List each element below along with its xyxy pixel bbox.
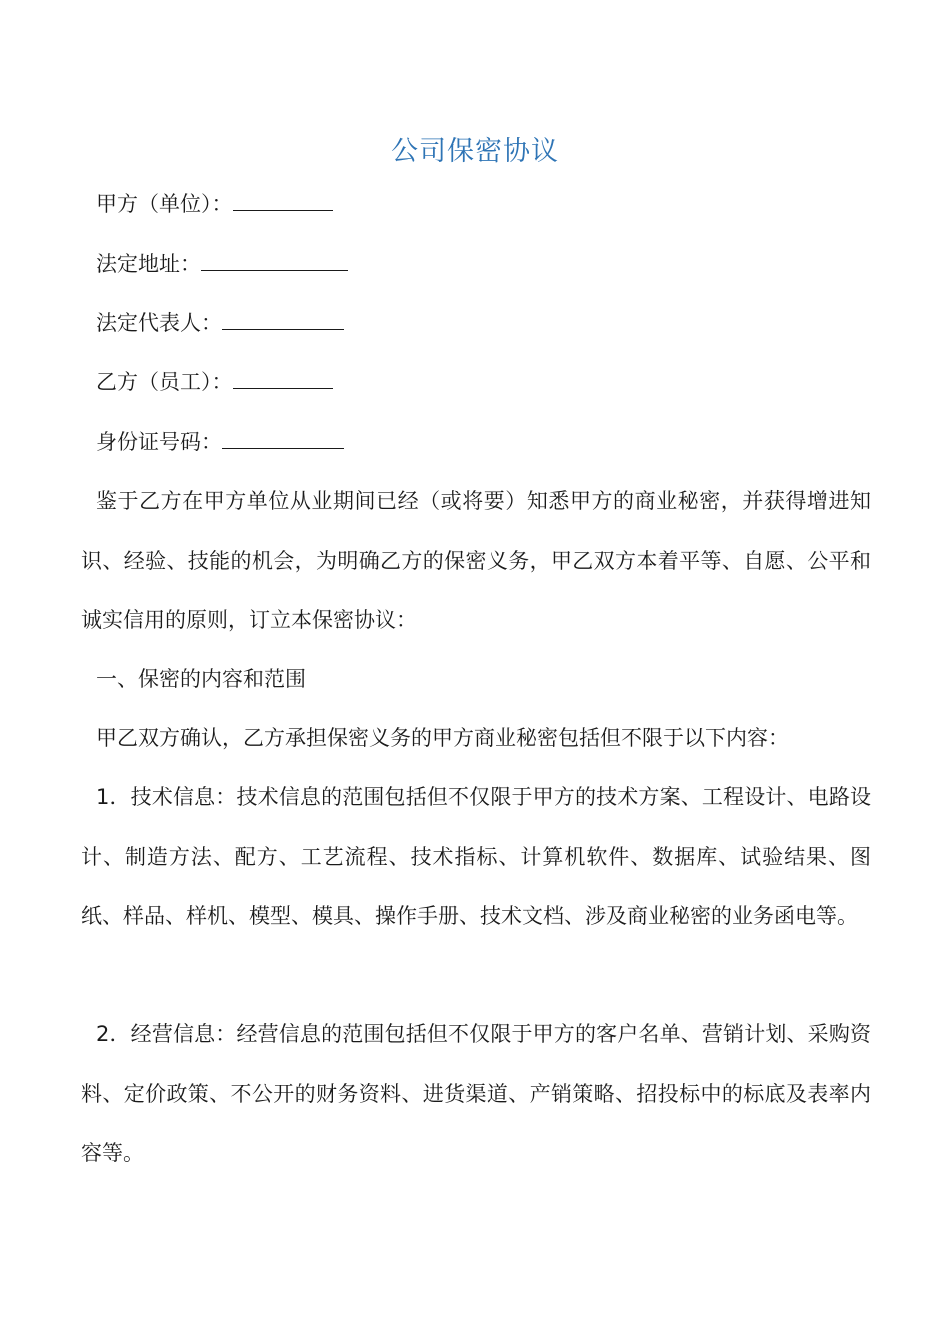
item-technical-info: 1．技术信息：技术信息的范围包括但不仅限于甲方的技术方案、工程设计、电路设计、制造方法、配方、工艺流程、技术指标、计算机软件、数据库、试验结果、图纸、样品、样机、模型、模具、操作手册、技术文档、涉及商业秘密的业务函电等。 bbox=[81, 785, 871, 928]
field-label: 甲方（单位）： bbox=[96, 192, 233, 216]
field-legal-address bbox=[96, 248, 348, 279]
field-label: 乙方（员工）： bbox=[96, 370, 233, 394]
blank-line bbox=[222, 307, 344, 330]
field-party-a bbox=[96, 188, 333, 219]
blank-line bbox=[233, 366, 333, 389]
field-label: 法定代表人： bbox=[96, 311, 222, 335]
blank-line bbox=[201, 248, 348, 271]
blank-line bbox=[233, 188, 333, 211]
field-label: 身份证号码： bbox=[96, 430, 222, 454]
section-1-heading: 一、保密的内容和范围 bbox=[96, 667, 306, 691]
field-id-number bbox=[96, 426, 344, 457]
section-1-intro: 甲乙双方确认，乙方承担保密义务的甲方商业秘密包括但不限于以下内容： bbox=[96, 726, 789, 750]
document-title: 公司保密协议 bbox=[391, 136, 559, 167]
field-legal-representative bbox=[96, 307, 344, 338]
field-party-b bbox=[96, 366, 333, 397]
field-label: 法定地址： bbox=[96, 252, 201, 276]
item-business-info: 2．经营信息：经营信息的范围包括但不仅限于甲方的客户名单、营销计划、采购资料、定价政策、不公开的财务资料、进货渠道、产销策略、招投标中的标底及表率内容等。 bbox=[81, 1022, 871, 1165]
blank-line bbox=[222, 426, 344, 449]
preamble-paragraph: 鉴于乙方在甲方单位从业期间已经（或将要）知悉甲方的商业秘密，并获得增进知识、经验、技能的机会，为明确乙方的保密义务，甲乙双方本着平等、自愿、公平和诚实信用的原则，订立本保密协议： bbox=[81, 489, 871, 632]
